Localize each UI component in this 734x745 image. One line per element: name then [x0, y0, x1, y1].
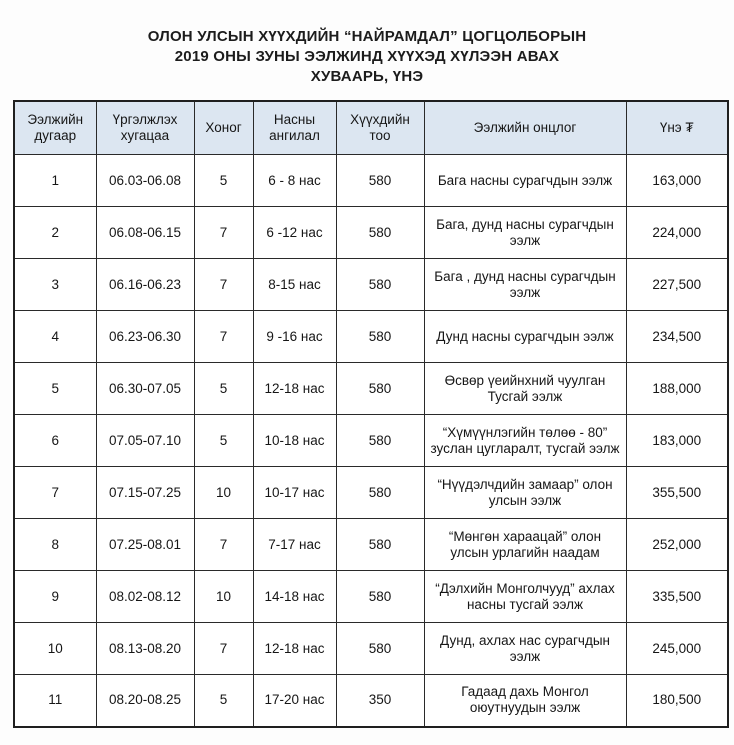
- table-cell-r2-c2: 06.08-06.15: [96, 207, 194, 259]
- title-line-1: ОЛОН УЛСЫН ХҮҮХДИЙН “НАЙРАМДАЛ” ЦОГЦОЛБОРЫН: [147, 28, 587, 45]
- table-cell-r10-c5: 580: [336, 623, 424, 675]
- table-cell-r11-c5: 350: [336, 675, 424, 727]
- table-cell-r10-c6: Дунд, ахлах нас сурагчдын ээлж: [424, 623, 626, 675]
- table-cell-r1-c1: 1: [14, 155, 96, 207]
- table-row-7: [14, 467, 728, 519]
- table-cell-r7-c2: 07.15-07.25: [96, 467, 194, 519]
- table-cell-r3-c2: 06.16-06.23: [96, 259, 194, 311]
- table-cell-r3-c3: 7: [194, 259, 253, 311]
- table-cell-r11-c1: 11: [14, 675, 96, 727]
- table-cell-r4-c2: 06.23-06.30: [96, 311, 194, 363]
- table-row-3: [14, 259, 728, 311]
- table-cell-r1-c2: 06.03-06.08: [96, 155, 194, 207]
- table-cell-r6-c6: “Хүмүүнлэгийн төлөө - 80” зуслан цугларалт, тусгай ээлж: [424, 415, 626, 467]
- table-cell-r1-c4: 6 - 8 нас: [253, 155, 336, 207]
- table-cell-r9-c4: 14-18 нас: [253, 571, 336, 623]
- table-cell-r4-c5: 580: [336, 311, 424, 363]
- table-cell-r3-c4: 8-15 нас: [253, 259, 336, 311]
- schedule-table: [13, 100, 729, 728]
- table-cell-r1-c5: 580: [336, 155, 424, 207]
- table-cell-r1-c6: Бага насны сурагчдын ээлж: [424, 155, 626, 207]
- table-cell-r5-c5: 580: [336, 363, 424, 415]
- column-header-7: Үнэ ₮: [626, 101, 728, 155]
- table-cell-r5-c1: 5: [14, 363, 96, 415]
- table-row-1: [14, 155, 728, 207]
- table-row-5: [14, 363, 728, 415]
- table-cell-r2-c6: Бага, дунд насны сурагчдын ээлж: [424, 207, 626, 259]
- document-title: [0, 27, 734, 87]
- column-header-4: Насны ангилал: [253, 101, 336, 155]
- table-cell-r7-c1: 7: [14, 467, 96, 519]
- table-cell-r9-c7: 335,500: [626, 571, 728, 623]
- table-cell-r7-c7: 355,500: [626, 467, 728, 519]
- table-cell-r10-c3: 7: [194, 623, 253, 675]
- table-cell-r9-c2: 08.02-08.12: [96, 571, 194, 623]
- table-cell-r8-c1: 8: [14, 519, 96, 571]
- table-cell-r6-c1: 6: [14, 415, 96, 467]
- table-row-11: [14, 675, 728, 727]
- table-cell-r4-c4: 9 -16 нас: [253, 311, 336, 363]
- table-cell-r3-c5: 580: [336, 259, 424, 311]
- table-cell-r11-c6: Гадаад дахь Монгол оюутнуудын ээлж: [424, 675, 626, 727]
- table-cell-r2-c1: 2: [14, 207, 96, 259]
- column-header-5: Хүүхдийн тоо: [336, 101, 424, 155]
- table-cell-r3-c6: Бага , дунд насны сурагчдын ээлж: [424, 259, 626, 311]
- table-row-10: [14, 623, 728, 675]
- title-line-3: ХУВААРЬ, ҮНЭ: [310, 68, 424, 85]
- table-row-4: [14, 311, 728, 363]
- table-cell-r1-c3: 5: [194, 155, 253, 207]
- table-cell-r11-c7: 180,500: [626, 675, 728, 727]
- table-cell-r7-c3: 10: [194, 467, 253, 519]
- table-cell-r5-c2: 06.30-07.05: [96, 363, 194, 415]
- table-cell-r10-c1: 10: [14, 623, 96, 675]
- table-header-row: [14, 101, 728, 155]
- table-cell-r10-c4: 12-18 нас: [253, 623, 336, 675]
- table-cell-r9-c6: “Дэлхийн Монголчууд” ахлах насны тусгай ээлж: [424, 571, 626, 623]
- table-row-6: [14, 415, 728, 467]
- table-head: [14, 101, 728, 155]
- table-cell-r4-c3: 7: [194, 311, 253, 363]
- table-row-8: [14, 519, 728, 571]
- title-line-2: 2019 ОНЫ ЗУНЫ ЭЭЛЖИНД ХҮҮХЭД ХҮЛЭЭН АВАХ: [174, 48, 560, 65]
- table-cell-r10-c2: 08.13-08.20: [96, 623, 194, 675]
- table-cell-r2-c4: 6 -12 нас: [253, 207, 336, 259]
- table-cell-r10-c7: 245,000: [626, 623, 728, 675]
- table-body: [14, 155, 728, 727]
- table-row-2: [14, 207, 728, 259]
- table-cell-r6-c7: 183,000: [626, 415, 728, 467]
- table-cell-r8-c4: 7-17 нас: [253, 519, 336, 571]
- table-cell-r4-c6: Дунд насны сурагчдын ээлж: [424, 311, 626, 363]
- table-cell-r6-c3: 5: [194, 415, 253, 467]
- table-cell-r11-c4: 17-20 нас: [253, 675, 336, 727]
- table-cell-r4-c7: 234,500: [626, 311, 728, 363]
- table-cell-r6-c4: 10-18 нас: [253, 415, 336, 467]
- table-cell-r6-c2: 07.05-07.10: [96, 415, 194, 467]
- table-cell-r5-c4: 12-18 нас: [253, 363, 336, 415]
- table-cell-r8-c6: “Мөнгөн хараацай” олон улсын урлагийн наадам: [424, 519, 626, 571]
- table-cell-r2-c5: 580: [336, 207, 424, 259]
- table-cell-r8-c3: 7: [194, 519, 253, 571]
- table-cell-r9-c5: 580: [336, 571, 424, 623]
- table-cell-r5-c3: 5: [194, 363, 253, 415]
- table-cell-r7-c5: 580: [336, 467, 424, 519]
- column-header-1: Ээлжийн дугаар: [14, 101, 96, 155]
- table-cell-r4-c1: 4: [14, 311, 96, 363]
- table-cell-r3-c7: 227,500: [626, 259, 728, 311]
- table-cell-r9-c3: 10: [194, 571, 253, 623]
- table-cell-r7-c4: 10-17 нас: [253, 467, 336, 519]
- table-row-9: [14, 571, 728, 623]
- table-cell-r6-c5: 580: [336, 415, 424, 467]
- column-header-6: Ээлжийн онцлог: [424, 101, 626, 155]
- table-cell-r9-c1: 9: [14, 571, 96, 623]
- table-cell-r3-c1: 3: [14, 259, 96, 311]
- table-cell-r8-c5: 580: [336, 519, 424, 571]
- table-cell-r2-c3: 7: [194, 207, 253, 259]
- table-cell-r7-c6: “Нүүдэлчдийн замаар” олон улсын ээлж: [424, 467, 626, 519]
- table-cell-r5-c7: 188,000: [626, 363, 728, 415]
- table-cell-r8-c2: 07.25-08.01: [96, 519, 194, 571]
- table-cell-r1-c7: 163,000: [626, 155, 728, 207]
- table-cell-r2-c7: 224,000: [626, 207, 728, 259]
- column-header-2: Үргэлжлэх хугацаа: [96, 101, 194, 155]
- table-cell-r8-c7: 252,000: [626, 519, 728, 571]
- column-header-3: Хоног: [194, 101, 253, 155]
- table-cell-r5-c6: Өсвөр үеийнхний чуулган Тусгай ээлж: [424, 363, 626, 415]
- table-cell-r11-c3: 5: [194, 675, 253, 727]
- table-cell-r11-c2: 08.20-08.25: [96, 675, 194, 727]
